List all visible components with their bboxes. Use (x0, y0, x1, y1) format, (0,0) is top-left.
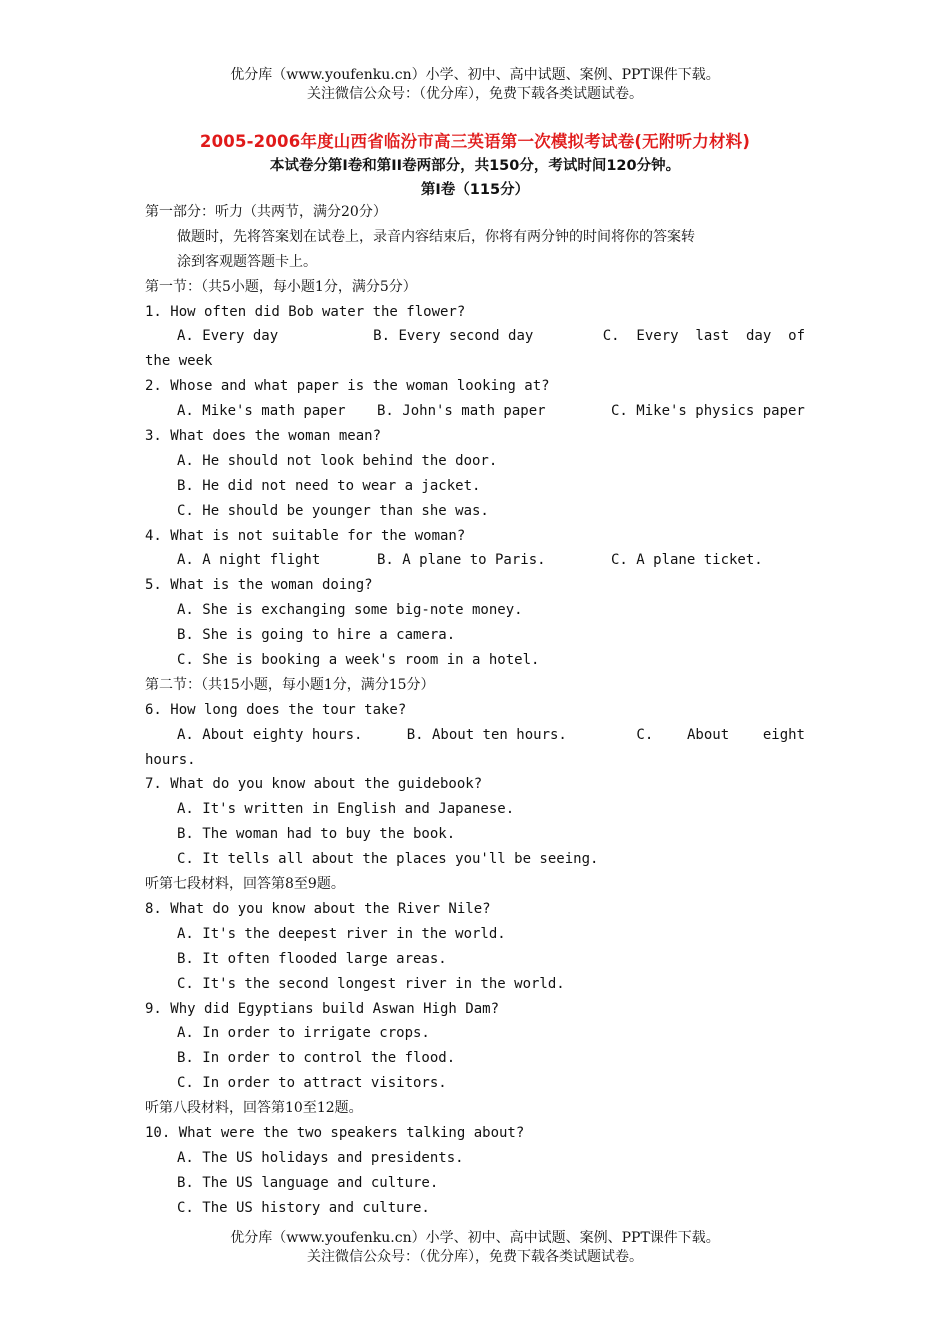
option-c: C. Every last day of (602, 328, 805, 345)
option-a: A. It's written in English and Japanese. (177, 801, 515, 818)
section1-heading: 第一节：（共5小题，每小题1分，满分5分） (145, 278, 417, 295)
part1-heading: 第一部分：听力（共两节，满分20分） (145, 204, 387, 220)
option-b: B. John's math paper (377, 403, 546, 420)
option-b: B. The US language and culture. (177, 1174, 439, 1191)
exam-title: 2005-2006年度山西省临汾市高三英语第一次模拟考试卷(无附听力材料) (199, 132, 751, 151)
question-3: 3. What does the woman mean? (145, 428, 382, 445)
option-b: B. It often flooded large areas. (177, 950, 447, 967)
question-1-options (145, 324, 805, 349)
question-2-options (145, 399, 805, 424)
bottom-watermark-footer (0, 1229, 950, 1267)
header-line-2: 关注微信公众号：（优分库），免费下载各类试题试卷。 (307, 86, 643, 102)
option-c: C. In order to attract visitors. (177, 1075, 447, 1092)
part1-instruction-line1: 做题时，先将答案划在试卷上，录音内容结束后，你将有两分钟的时间将你的答案转 (177, 228, 695, 245)
header-line-1: 优分库（www.youfenku.cn）小学、初中、高中试题、案例、PPT课件下载。 (230, 67, 720, 83)
option-a: A. Every day (177, 328, 279, 345)
top-watermark-header (0, 66, 950, 104)
question-10: 10. What were the two speakers talking about? (145, 1124, 525, 1141)
option-b: B. A plane to Paris. (377, 552, 546, 569)
exam-subtitle: 本试卷分第I卷和第II卷两部分，共150分，考试时间120分钟。 (269, 158, 681, 174)
footer-line-2: 关注微信公众号：（优分库），免费下载各类试题试卷。 (307, 1249, 643, 1265)
part1-instruction-line2: 涂到客观题答题卡上。 (177, 253, 317, 270)
option-a: A. In order to irrigate crops. (177, 1025, 430, 1042)
footer-line-1: 优分库（www.youfenku.cn）小学、初中、高中试题、案例、PPT课件下载。 (230, 1230, 720, 1246)
question-4-options (145, 548, 805, 573)
question-6-option-c-continued: hours. (145, 751, 196, 768)
option-a: A. A night flight (177, 552, 321, 569)
question-9: 9. Why did Egyptians build Aswan High Dam? (145, 1000, 500, 1017)
question-1: 1. How often did Bob water the flower? (145, 303, 466, 320)
option-a: A. She is exchanging some big-note money. (177, 602, 523, 619)
question-7: 7. What do you know about the guidebook? (145, 776, 483, 793)
option-c: C. About eight (636, 726, 805, 743)
option-b: B. The woman had to buy the book. (177, 826, 456, 843)
option-c: C. The US history and culture. (177, 1199, 430, 1216)
option-c: C. She is booking a week's room in a hotel. (177, 652, 540, 669)
option-a: A. It's the deepest river in the world. (177, 925, 506, 942)
option-a: A. He should not look behind the door. (177, 452, 498, 469)
option-b: B. Every second day (373, 328, 534, 345)
option-b: B. About ten hours. (406, 726, 567, 743)
question-8: 8. What do you know about the River Nile? (145, 900, 491, 917)
option-b: B. She is going to hire a camera. (177, 627, 456, 644)
option-c: C. He should be younger than she was. (177, 502, 489, 519)
passage-8-instruction: 听第八段材料，回答第10至12题。 (145, 1100, 363, 1117)
option-b: B. In order to control the flood. (177, 1050, 456, 1067)
option-a: A. Mike's math paper (177, 403, 346, 420)
question-5: 5. What is the woman doing? (145, 577, 373, 594)
section2-heading: 第二节：（共15小题，每小题1分，满分15分） (145, 676, 435, 693)
option-a: A. The US holidays and presidents. (177, 1149, 464, 1166)
option-c: C. A plane ticket. (611, 552, 763, 569)
option-b: B. He did not need to wear a jacket. (177, 477, 481, 494)
exam-content (145, 200, 805, 1221)
option-a: A. About eighty hours. (177, 726, 363, 743)
question-2: 2. Whose and what paper is the woman looking at? (145, 378, 550, 395)
question-1-option-c-continued: the week (145, 353, 213, 370)
option-c: C. It's the second longest river in the world. (177, 975, 565, 992)
question-4: 4. What is not suitable for the woman? (145, 527, 466, 544)
volume-heading: 第I卷（115分） (420, 182, 530, 198)
option-c: C. It tells all about the places you'll be seeing. (177, 851, 599, 868)
option-c: C. Mike's physics paper (611, 403, 805, 420)
question-6: 6. How long does the tour take? (145, 701, 407, 718)
question-6-options (145, 723, 805, 748)
passage-7-instruction: 听第七段材料，回答第8至9题。 (145, 876, 345, 893)
